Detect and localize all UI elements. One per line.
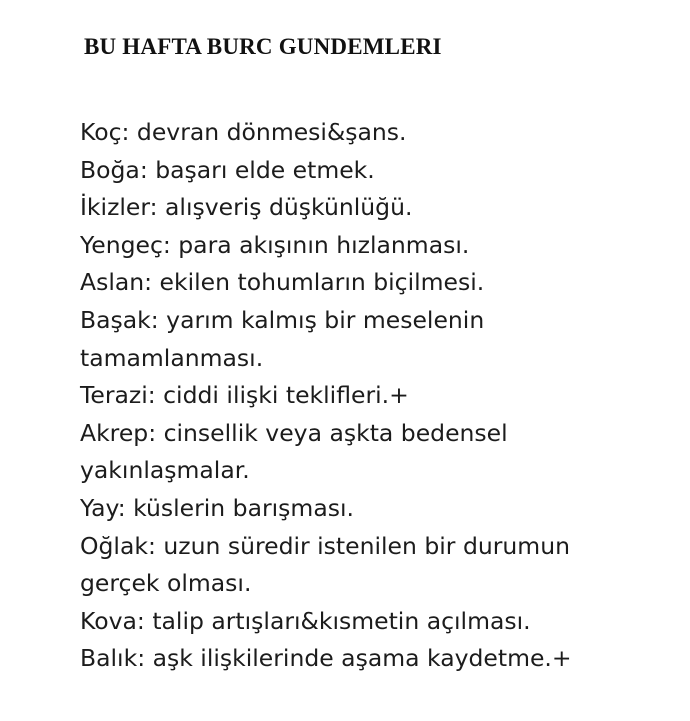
horoscope-line-oglak-cont: gerçek olması. bbox=[80, 569, 252, 598]
horoscope-line-koc: Koç: devran dönmesi&şans. bbox=[80, 118, 407, 146]
horoscope-line-kova: Kova: talip artışları&kısmetin açılması. bbox=[80, 606, 531, 635]
horoscope-list bbox=[80, 114, 680, 678]
horoscope-line-basak: Başak: yarım kalmış bir meselenin bbox=[80, 305, 485, 334]
horoscope-line-terazi: Terazi: ciddi ilişki teklifleri.+ bbox=[80, 381, 409, 410]
horoscope-line-yay: Yay: küslerin barışması. bbox=[80, 493, 354, 522]
horoscope-line-yengec: Yengeç: para akışının hızlanması. bbox=[80, 230, 470, 259]
horoscope-line-akrep: Akrep: cinsellik veya aşkta bedensel bbox=[80, 418, 508, 447]
horoscope-line-boga: Boğa: başarı elde etmek. bbox=[80, 155, 375, 184]
horoscope-line-ikizler: İkizler: alışveriş düşkünlüğü. bbox=[80, 193, 413, 222]
horoscope-line-aslan: Aslan: ekilen tohumların biçilmesi. bbox=[80, 268, 485, 297]
horoscope-line-basak-cont: tamamlanması. bbox=[80, 343, 264, 372]
horoscope-line-akrep-cont: yakınlaşmalar. bbox=[80, 456, 250, 485]
horoscope-line-oglak: Oğlak: uzun süredir istenilen bir durumun bbox=[80, 531, 570, 560]
page-title: BU HAFTA BURC GUNDEMLERI bbox=[84, 34, 442, 59]
horoscope-line-balik: Balık: aşk ilişkilerinde aşama kaydetme.+ bbox=[80, 644, 572, 673]
